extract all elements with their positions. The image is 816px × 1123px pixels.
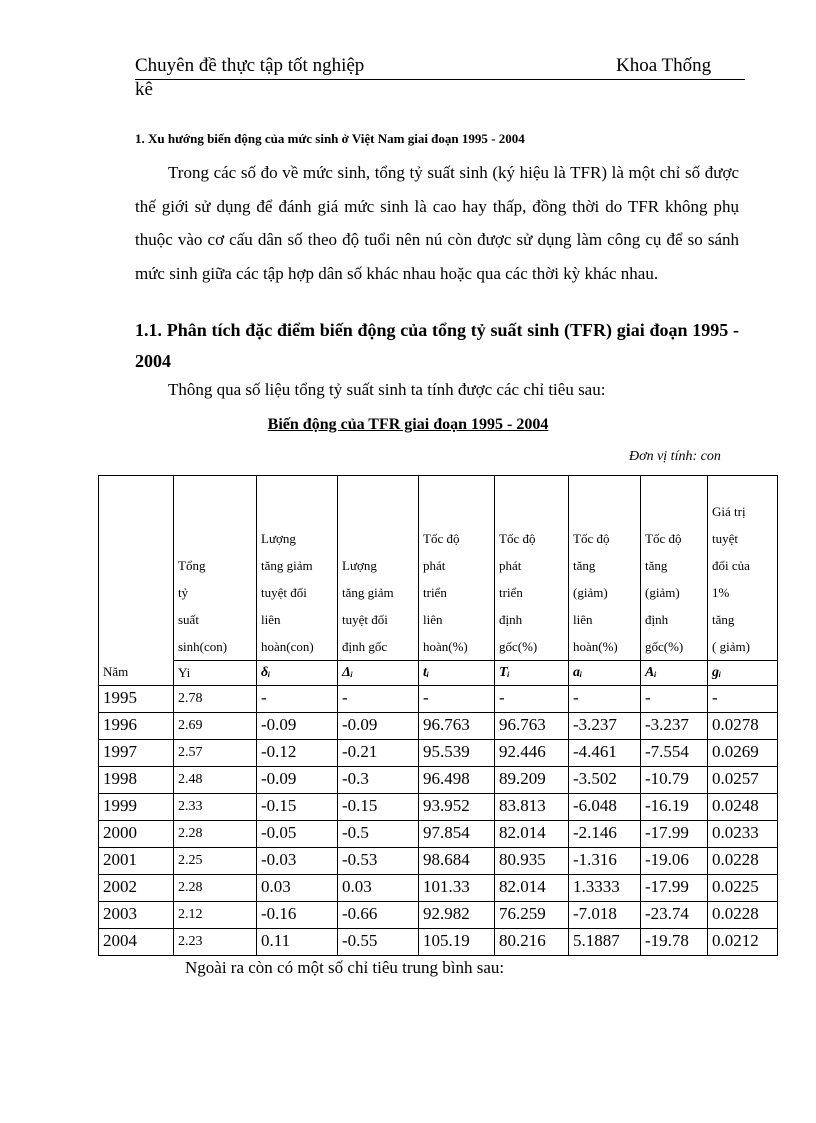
tfr-table bbox=[98, 475, 778, 956]
year-cell: 2003 bbox=[99, 902, 174, 929]
value-cell: -0.55 bbox=[338, 929, 419, 956]
column-header-line: hoàn(con) bbox=[261, 639, 314, 654]
value-cell: -3.502 bbox=[569, 767, 641, 794]
value-cell: 2.78 bbox=[174, 686, 257, 713]
year-cell: 2001 bbox=[99, 848, 174, 875]
column-header-line: phát bbox=[499, 558, 522, 573]
symbol-cell: tᵢ bbox=[419, 661, 495, 686]
footer-line: Ngoài ra còn có một số chỉ tiêu trung bình sau: bbox=[185, 958, 505, 977]
column-header-line: Tổng bbox=[178, 558, 206, 573]
table-row bbox=[99, 740, 778, 767]
column-header-line: suất bbox=[178, 612, 199, 627]
column-header-line: sinh(con) bbox=[178, 639, 228, 654]
column-header-line: Tốc độ bbox=[499, 531, 536, 546]
value-cell: - bbox=[708, 686, 778, 713]
value-cell: -0.09 bbox=[338, 713, 419, 740]
value-cell: 0.0228 bbox=[708, 902, 778, 929]
value-cell: 92.982 bbox=[419, 902, 495, 929]
value-cell: -1.316 bbox=[569, 848, 641, 875]
table-row bbox=[99, 821, 778, 848]
column-header-line: tăng bbox=[645, 558, 668, 573]
value-cell: 83.813 bbox=[495, 794, 569, 821]
value-cell: - bbox=[495, 686, 569, 713]
symbol-row bbox=[99, 661, 778, 686]
value-cell: 96.763 bbox=[419, 713, 495, 740]
value-cell: -2.146 bbox=[569, 821, 641, 848]
value-cell: -6.048 bbox=[569, 794, 641, 821]
table-row bbox=[99, 875, 778, 902]
column-header-line: hoàn(%) bbox=[573, 639, 618, 654]
column-header-line: (giảm) bbox=[573, 585, 608, 600]
symbol-cell: δᵢ bbox=[257, 661, 338, 686]
value-cell: -0.16 bbox=[257, 902, 338, 929]
value-cell: 1.3333 bbox=[569, 875, 641, 902]
year-cell: 1999 bbox=[99, 794, 174, 821]
column-header-line: Lượng bbox=[342, 558, 377, 573]
column-header bbox=[257, 476, 338, 661]
value-cell: -3.237 bbox=[569, 713, 641, 740]
value-cell: - bbox=[257, 686, 338, 713]
column-header bbox=[641, 476, 708, 661]
value-cell: 0.0248 bbox=[708, 794, 778, 821]
intro-line: Thông qua số liệu tổng tỷ suất sinh ta tính được các chỉ tiêu sau: bbox=[168, 380, 606, 399]
value-cell: 2.48 bbox=[174, 767, 257, 794]
value-cell: 105.19 bbox=[419, 929, 495, 956]
column-header-line: tuyệt bbox=[712, 531, 738, 546]
value-cell: 97.854 bbox=[419, 821, 495, 848]
value-cell: 0.0278 bbox=[708, 713, 778, 740]
value-cell: -17.99 bbox=[641, 821, 708, 848]
column-header-line: (giảm) bbox=[645, 585, 680, 600]
value-cell: -7.554 bbox=[641, 740, 708, 767]
subsection-title: 1.1. Phân tích đặc điểm biến động của tổng tỷ suất sinh (TFR) giai đoạn 1995 - 2004 bbox=[135, 320, 739, 371]
column-header bbox=[569, 476, 641, 661]
column-header-line: liên bbox=[261, 612, 281, 627]
value-cell: 92.446 bbox=[495, 740, 569, 767]
value-cell: 93.952 bbox=[419, 794, 495, 821]
value-cell: -0.05 bbox=[257, 821, 338, 848]
value-cell: 76.259 bbox=[495, 902, 569, 929]
symbol-cell: gᵢ bbox=[708, 661, 778, 686]
column-header-line: tuyệt đối bbox=[261, 585, 307, 600]
value-cell: -0.53 bbox=[338, 848, 419, 875]
value-cell: 5.1887 bbox=[569, 929, 641, 956]
column-header-line: triển bbox=[423, 585, 447, 600]
column-header bbox=[708, 476, 778, 661]
body-paragraph: Trong các số đo về mức sinh, tổng tỷ suất sinh (ký hiệu là TFR) là một chỉ số được thế giới sử dụng để đánh giá mức sinh là cao hay thấp, đồng thời do TFR không phụ thuộc vào cơ cấu dân số theo độ tuổi nên nú còn được sử dụng làm công cụ để so sánh mức sinh giữa các tập hợp dân số khác nhau hoặc qua các thời kỳ khác nhau. bbox=[135, 163, 739, 283]
value-cell: 0.11 bbox=[257, 929, 338, 956]
value-cell: -16.19 bbox=[641, 794, 708, 821]
column-header-line: hoàn(%) bbox=[423, 639, 468, 654]
page-header-continuation: kê bbox=[135, 79, 153, 100]
value-cell: 2.25 bbox=[174, 848, 257, 875]
value-cell: - bbox=[338, 686, 419, 713]
table-row bbox=[99, 794, 778, 821]
yi-label: Yi bbox=[174, 661, 257, 686]
column-header-line: đối của bbox=[712, 558, 750, 573]
column-header-line: tăng giảm bbox=[261, 558, 313, 573]
table-row bbox=[99, 713, 778, 740]
value-cell: 96.763 bbox=[495, 713, 569, 740]
value-cell: 0.03 bbox=[338, 875, 419, 902]
value-cell: 0.0233 bbox=[708, 821, 778, 848]
value-cell: -19.78 bbox=[641, 929, 708, 956]
column-header-line: Lượng bbox=[261, 531, 296, 546]
year-header: Năm bbox=[99, 476, 174, 686]
column-header-line: Tốc độ bbox=[645, 531, 682, 546]
value-cell: 89.209 bbox=[495, 767, 569, 794]
value-cell: -0.66 bbox=[338, 902, 419, 929]
year-cell: 1997 bbox=[99, 740, 174, 767]
value-cell: -0.09 bbox=[257, 713, 338, 740]
column-header bbox=[338, 476, 419, 661]
value-cell: 82.014 bbox=[495, 821, 569, 848]
value-cell: 0.0212 bbox=[708, 929, 778, 956]
column-header-line: liên bbox=[423, 612, 443, 627]
page-header-right: Khoa Thống bbox=[616, 55, 712, 76]
table-row bbox=[99, 767, 778, 794]
value-cell: -0.09 bbox=[257, 767, 338, 794]
value-cell: 0.0257 bbox=[708, 767, 778, 794]
value-cell: - bbox=[641, 686, 708, 713]
symbol-cell: Δᵢ bbox=[338, 661, 419, 686]
column-header-line: tỷ bbox=[178, 585, 189, 600]
value-cell: 2.12 bbox=[174, 902, 257, 929]
year-cell: 1995 bbox=[99, 686, 174, 713]
value-cell: 2.33 bbox=[174, 794, 257, 821]
column-header-line: gốc(%) bbox=[645, 639, 684, 654]
column-header bbox=[495, 476, 569, 661]
column-header-line: 1% bbox=[712, 585, 730, 600]
value-cell: -7.018 bbox=[569, 902, 641, 929]
value-cell: -4.461 bbox=[569, 740, 641, 767]
table-row bbox=[99, 929, 778, 956]
value-cell: -0.3 bbox=[338, 767, 419, 794]
column-header-line: Tốc độ bbox=[423, 531, 460, 546]
value-cell: 80.935 bbox=[495, 848, 569, 875]
column-header-line: tăng giảm bbox=[342, 585, 394, 600]
value-cell: 98.684 bbox=[419, 848, 495, 875]
table-header-row bbox=[99, 476, 778, 661]
column-header-line: ( giảm) bbox=[712, 639, 750, 654]
value-cell: 82.014 bbox=[495, 875, 569, 902]
symbol-cell: Tᵢ bbox=[495, 661, 569, 686]
value-cell: 2.69 bbox=[174, 713, 257, 740]
value-cell: -0.12 bbox=[257, 740, 338, 767]
column-header-line: định bbox=[645, 612, 669, 627]
value-cell: 95.539 bbox=[419, 740, 495, 767]
year-cell: 1998 bbox=[99, 767, 174, 794]
column-header-line: tăng bbox=[573, 558, 596, 573]
column-header bbox=[419, 476, 495, 661]
year-cell: 2002 bbox=[99, 875, 174, 902]
table-row bbox=[99, 902, 778, 929]
year-cell: 2000 bbox=[99, 821, 174, 848]
value-cell: - bbox=[569, 686, 641, 713]
value-cell: -0.15 bbox=[257, 794, 338, 821]
value-cell: 0.0228 bbox=[708, 848, 778, 875]
column-header-line: tăng bbox=[712, 612, 735, 627]
column-header-line: liên bbox=[573, 612, 593, 627]
column-header-line: tuyệt đối bbox=[342, 612, 388, 627]
value-cell: 0.03 bbox=[257, 875, 338, 902]
value-cell: -17.99 bbox=[641, 875, 708, 902]
value-cell: 2.28 bbox=[174, 875, 257, 902]
column-header-line: gốc(%) bbox=[499, 639, 538, 654]
table-unit: Đơn vị tính: con bbox=[629, 449, 721, 464]
value-cell: - bbox=[419, 686, 495, 713]
value-cell: -0.03 bbox=[257, 848, 338, 875]
column-header-line: triển bbox=[499, 585, 523, 600]
value-cell: -0.21 bbox=[338, 740, 419, 767]
value-cell: -3.237 bbox=[641, 713, 708, 740]
value-cell: 2.28 bbox=[174, 821, 257, 848]
value-cell: 101.33 bbox=[419, 875, 495, 902]
page-header-left: Chuyên đề thực tập tốt nghiệp bbox=[135, 52, 745, 80]
column-header bbox=[174, 476, 257, 661]
column-header-line: định gốc bbox=[342, 639, 388, 654]
value-cell: 2.23 bbox=[174, 929, 257, 956]
symbol-cell: aᵢ bbox=[569, 661, 641, 686]
column-header-line: định bbox=[499, 612, 523, 627]
value-cell: 0.0225 bbox=[708, 875, 778, 902]
value-cell: 96.498 bbox=[419, 767, 495, 794]
column-header-line: phát bbox=[423, 558, 446, 573]
column-header-line: Giá trị bbox=[712, 504, 746, 519]
table-row bbox=[99, 848, 778, 875]
value-cell: -10.79 bbox=[641, 767, 708, 794]
table-title: Biến động của TFR giai đoạn 1995 - 2004 bbox=[267, 416, 549, 433]
section-title: 1. Xu hướng biến động của mức sinh ở Việt Nam giai đoạn 1995 - 2004 bbox=[135, 131, 525, 146]
value-cell: -23.74 bbox=[641, 902, 708, 929]
table-row bbox=[99, 686, 778, 713]
value-cell: 80.216 bbox=[495, 929, 569, 956]
value-cell: -0.15 bbox=[338, 794, 419, 821]
year-cell: 1996 bbox=[99, 713, 174, 740]
value-cell: 2.57 bbox=[174, 740, 257, 767]
column-header-line: Tốc độ bbox=[573, 531, 610, 546]
value-cell: -0.5 bbox=[338, 821, 419, 848]
value-cell: 0.0269 bbox=[708, 740, 778, 767]
symbol-cell: Aᵢ bbox=[641, 661, 708, 686]
value-cell: -19.06 bbox=[641, 848, 708, 875]
year-cell: 2004 bbox=[99, 929, 174, 956]
